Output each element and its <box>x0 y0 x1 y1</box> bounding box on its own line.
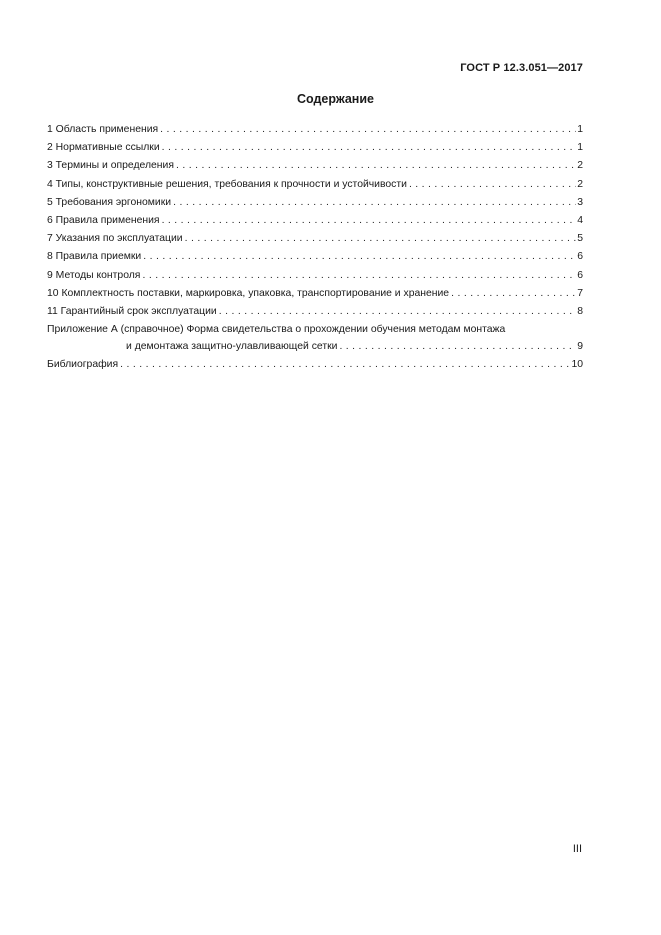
toc-leader-dots <box>409 176 576 194</box>
toc-leader-dots <box>176 157 576 175</box>
toc-entry[interactable] <box>47 139 583 157</box>
toc-leader-dots <box>173 194 576 212</box>
toc-entry-page: 8 <box>577 305 583 317</box>
toc-leader-dots <box>219 303 577 321</box>
toc-leader-dots <box>339 338 576 356</box>
toc-entry-label: 6 Правила применения <box>47 214 160 226</box>
toc-entry-page: 10 <box>571 359 583 371</box>
toc-entry-page: 2 <box>577 178 583 190</box>
toc-entry-label: 4 Типы, конструктивные решения, требования к прочности и устойчивости <box>47 178 407 190</box>
toc-entry-page: 7 <box>577 287 583 299</box>
toc-entry[interactable] <box>47 285 583 303</box>
toc-entry-label: 1 Область применения <box>47 124 159 135</box>
toc-leader-dots <box>451 285 576 303</box>
toc-leader-dots <box>142 267 576 285</box>
toc-appendix-label-continued: и демонтажа защитно-улавливающей сетки <box>126 341 338 353</box>
toc-appendix-title-line[interactable] <box>47 321 583 338</box>
toc-entry[interactable] <box>47 157 583 175</box>
toc-entry-page: 4 <box>577 214 583 226</box>
toc-leader-dots <box>162 212 577 230</box>
toc-entry[interactable] <box>47 176 583 194</box>
toc-bibliography-label: Библиография <box>47 359 119 371</box>
toc-leader-dots <box>162 139 577 157</box>
toc-entry[interactable] <box>47 212 583 230</box>
toc-entry-page: 5 <box>577 233 583 245</box>
toc-entry-label: 3 Термины и определения <box>47 160 174 172</box>
toc-entry[interactable] <box>47 267 583 285</box>
toc-entry-page: 6 <box>577 269 583 281</box>
toc-entry[interactable] <box>47 248 583 266</box>
page-number: III <box>572 843 582 855</box>
toc-entry-page: 1 <box>577 124 583 135</box>
toc-entry-page: 2 <box>577 160 583 172</box>
toc-entry-label: 5 Требования эргономики <box>47 196 172 208</box>
toc-entry[interactable] <box>47 303 583 321</box>
toc-appendix-entry[interactable] <box>47 338 583 356</box>
toc-entry[interactable] <box>47 194 583 212</box>
toc-entry-label: 9 Методы контроля <box>47 269 141 281</box>
table-of-contents <box>47 121 583 374</box>
toc-entry-page: 6 <box>577 251 583 263</box>
toc-bibliography-entry[interactable] <box>47 356 583 374</box>
toc-entry-label: 11 Гарантийный срок эксплуатации <box>47 305 217 317</box>
toc-entry-page: 3 <box>577 196 583 208</box>
document-code: ГОСТ Р 12.3.051—2017 <box>460 62 583 74</box>
toc-title: Содержание <box>296 92 374 106</box>
toc-entry-label: 10 Комплектность поставки, маркировка, упаковка, транспортирование и хранение <box>47 287 450 299</box>
toc-entry-page: 9 <box>577 341 583 353</box>
toc-leader-dots <box>143 248 576 266</box>
toc-entry-label: 7 Указания по эксплуатации <box>47 233 183 245</box>
toc-entry[interactable] <box>47 230 583 248</box>
toc-entry-label: 8 Правила приемки <box>47 251 142 263</box>
toc-appendix-label: Приложение А (справочное) Форма свидетельства о прохождении обучения методам монтажа <box>47 324 506 336</box>
toc-entry[interactable] <box>47 121 583 139</box>
toc-leader-dots <box>120 356 570 374</box>
toc-leader-dots <box>185 230 577 248</box>
toc-leader-dots <box>160 121 576 139</box>
toc-entry-label: 2 Нормативные ссылки <box>47 142 160 154</box>
toc-entry-page: 1 <box>577 142 583 154</box>
